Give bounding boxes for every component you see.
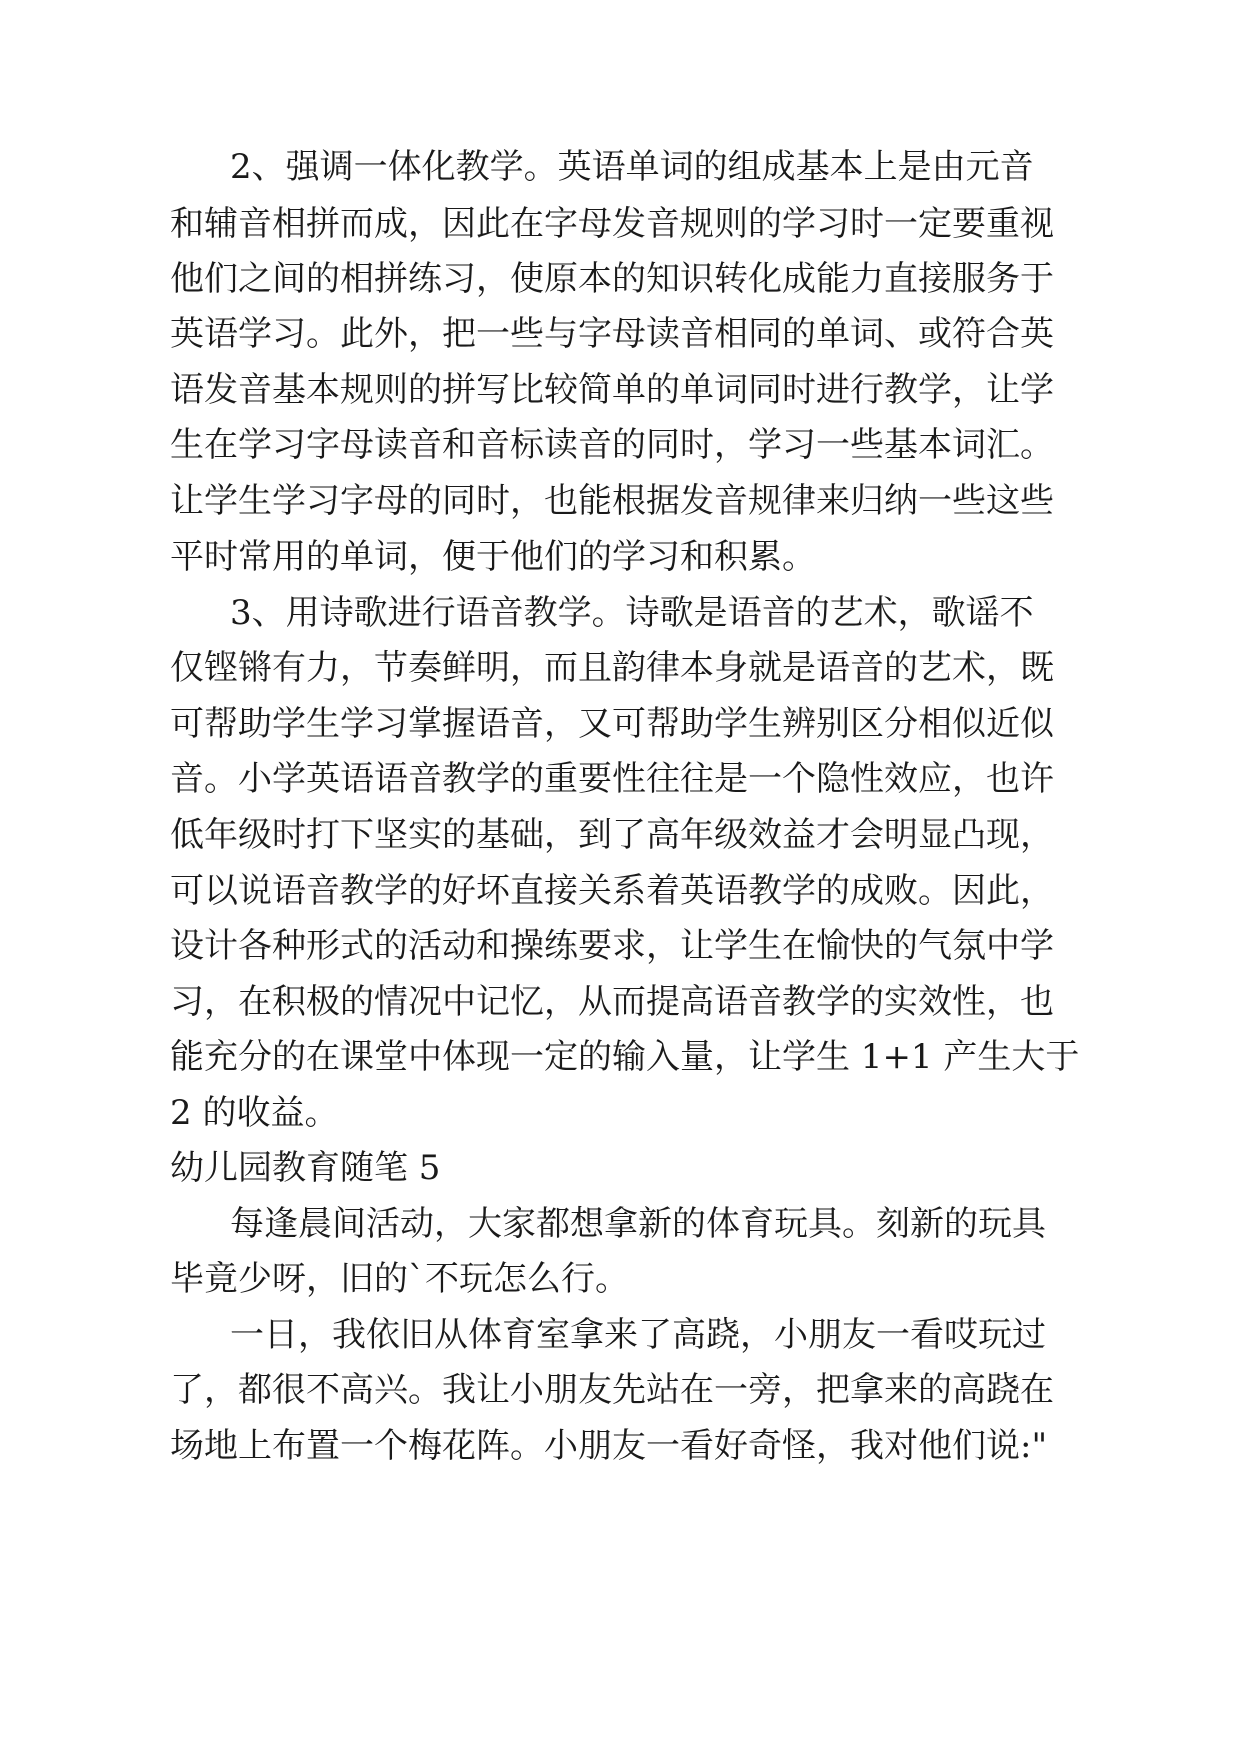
- paragraph-line: 和辅音相拼而成，因此在字母发音规则的学习时一定要重视: [170, 204, 1054, 244]
- paragraph-line: 平时常用的单词，便于他们的学习和积累。: [170, 537, 816, 577]
- paragraph-line: 音。小学英语语音教学的重要性往往是一个隐性效应，也许: [170, 759, 1054, 799]
- paragraph-line: 场地上布置一个梅花阵。小朋友一看好奇怪，我对他们说:": [170, 1426, 1048, 1466]
- paragraph-line: 了，都很不高兴。我让小朋友先站在一旁，把拿来的高跷在: [170, 1370, 1054, 1410]
- paragraph-line: 语发音基本规则的拼写比较简单的单词同时进行教学，让学: [170, 370, 1054, 410]
- paragraph-line: 2、强调一体化教学。英语单词的组成基本上是由元音: [230, 147, 1034, 187]
- paragraph-line: 生在学习字母读音和音标读音的同时，学习一些基本词汇。: [170, 425, 1054, 465]
- paragraph-line: 可以说语音教学的好坏直接关系着英语教学的成败。因此，: [170, 871, 1054, 911]
- paragraph-line: 仅铿锵有力，节奏鲜明，而且韵律本身就是语音的艺术，既: [170, 648, 1054, 688]
- paragraph-line: 让学生学习字母的同时，也能根据发音规律来归纳一些这些: [170, 481, 1054, 521]
- section-heading: 幼儿园教育随笔 5: [170, 1148, 441, 1188]
- paragraph-line: 毕竟少呀，旧的`不玩怎么行。: [170, 1259, 629, 1299]
- paragraph-line: 一日，我依旧从体育室拿来了高跷，小朋友一看哎玩过: [230, 1315, 1046, 1355]
- paragraph-line: 可帮助学生学习掌握语音，又可帮助学生辨别区分相似近似: [170, 704, 1054, 744]
- paragraph-line: 能充分的在课堂中体现一定的输入量，让学生 1+1 产生大于: [170, 1037, 1080, 1077]
- paragraph-line: 每逢晨间活动，大家都想拿新的体育玩具。刻新的玩具: [230, 1204, 1046, 1244]
- paragraph-line: 低年级时打下坚实的基础，到了高年级效益才会明显凸现，: [170, 815, 1054, 855]
- paragraph-line: 英语学习。此外，把一些与字母读音相同的单词、或符合英: [170, 314, 1054, 354]
- paragraph-line: 2 的收益。: [170, 1093, 339, 1133]
- paragraph-line: 他们之间的相拼练习，使原本的知识转化成能力直接服务于: [170, 259, 1054, 299]
- paragraph-line: 3、用诗歌进行语音教学。诗歌是语音的艺术，歌谣不: [230, 593, 1034, 633]
- paragraph-line: 设计各种形式的活动和操练要求，让学生在愉快的气氛中学: [170, 926, 1054, 966]
- paragraph-line: 习，在积极的情况中记忆，从而提高语音教学的实效性，也: [170, 982, 1054, 1022]
